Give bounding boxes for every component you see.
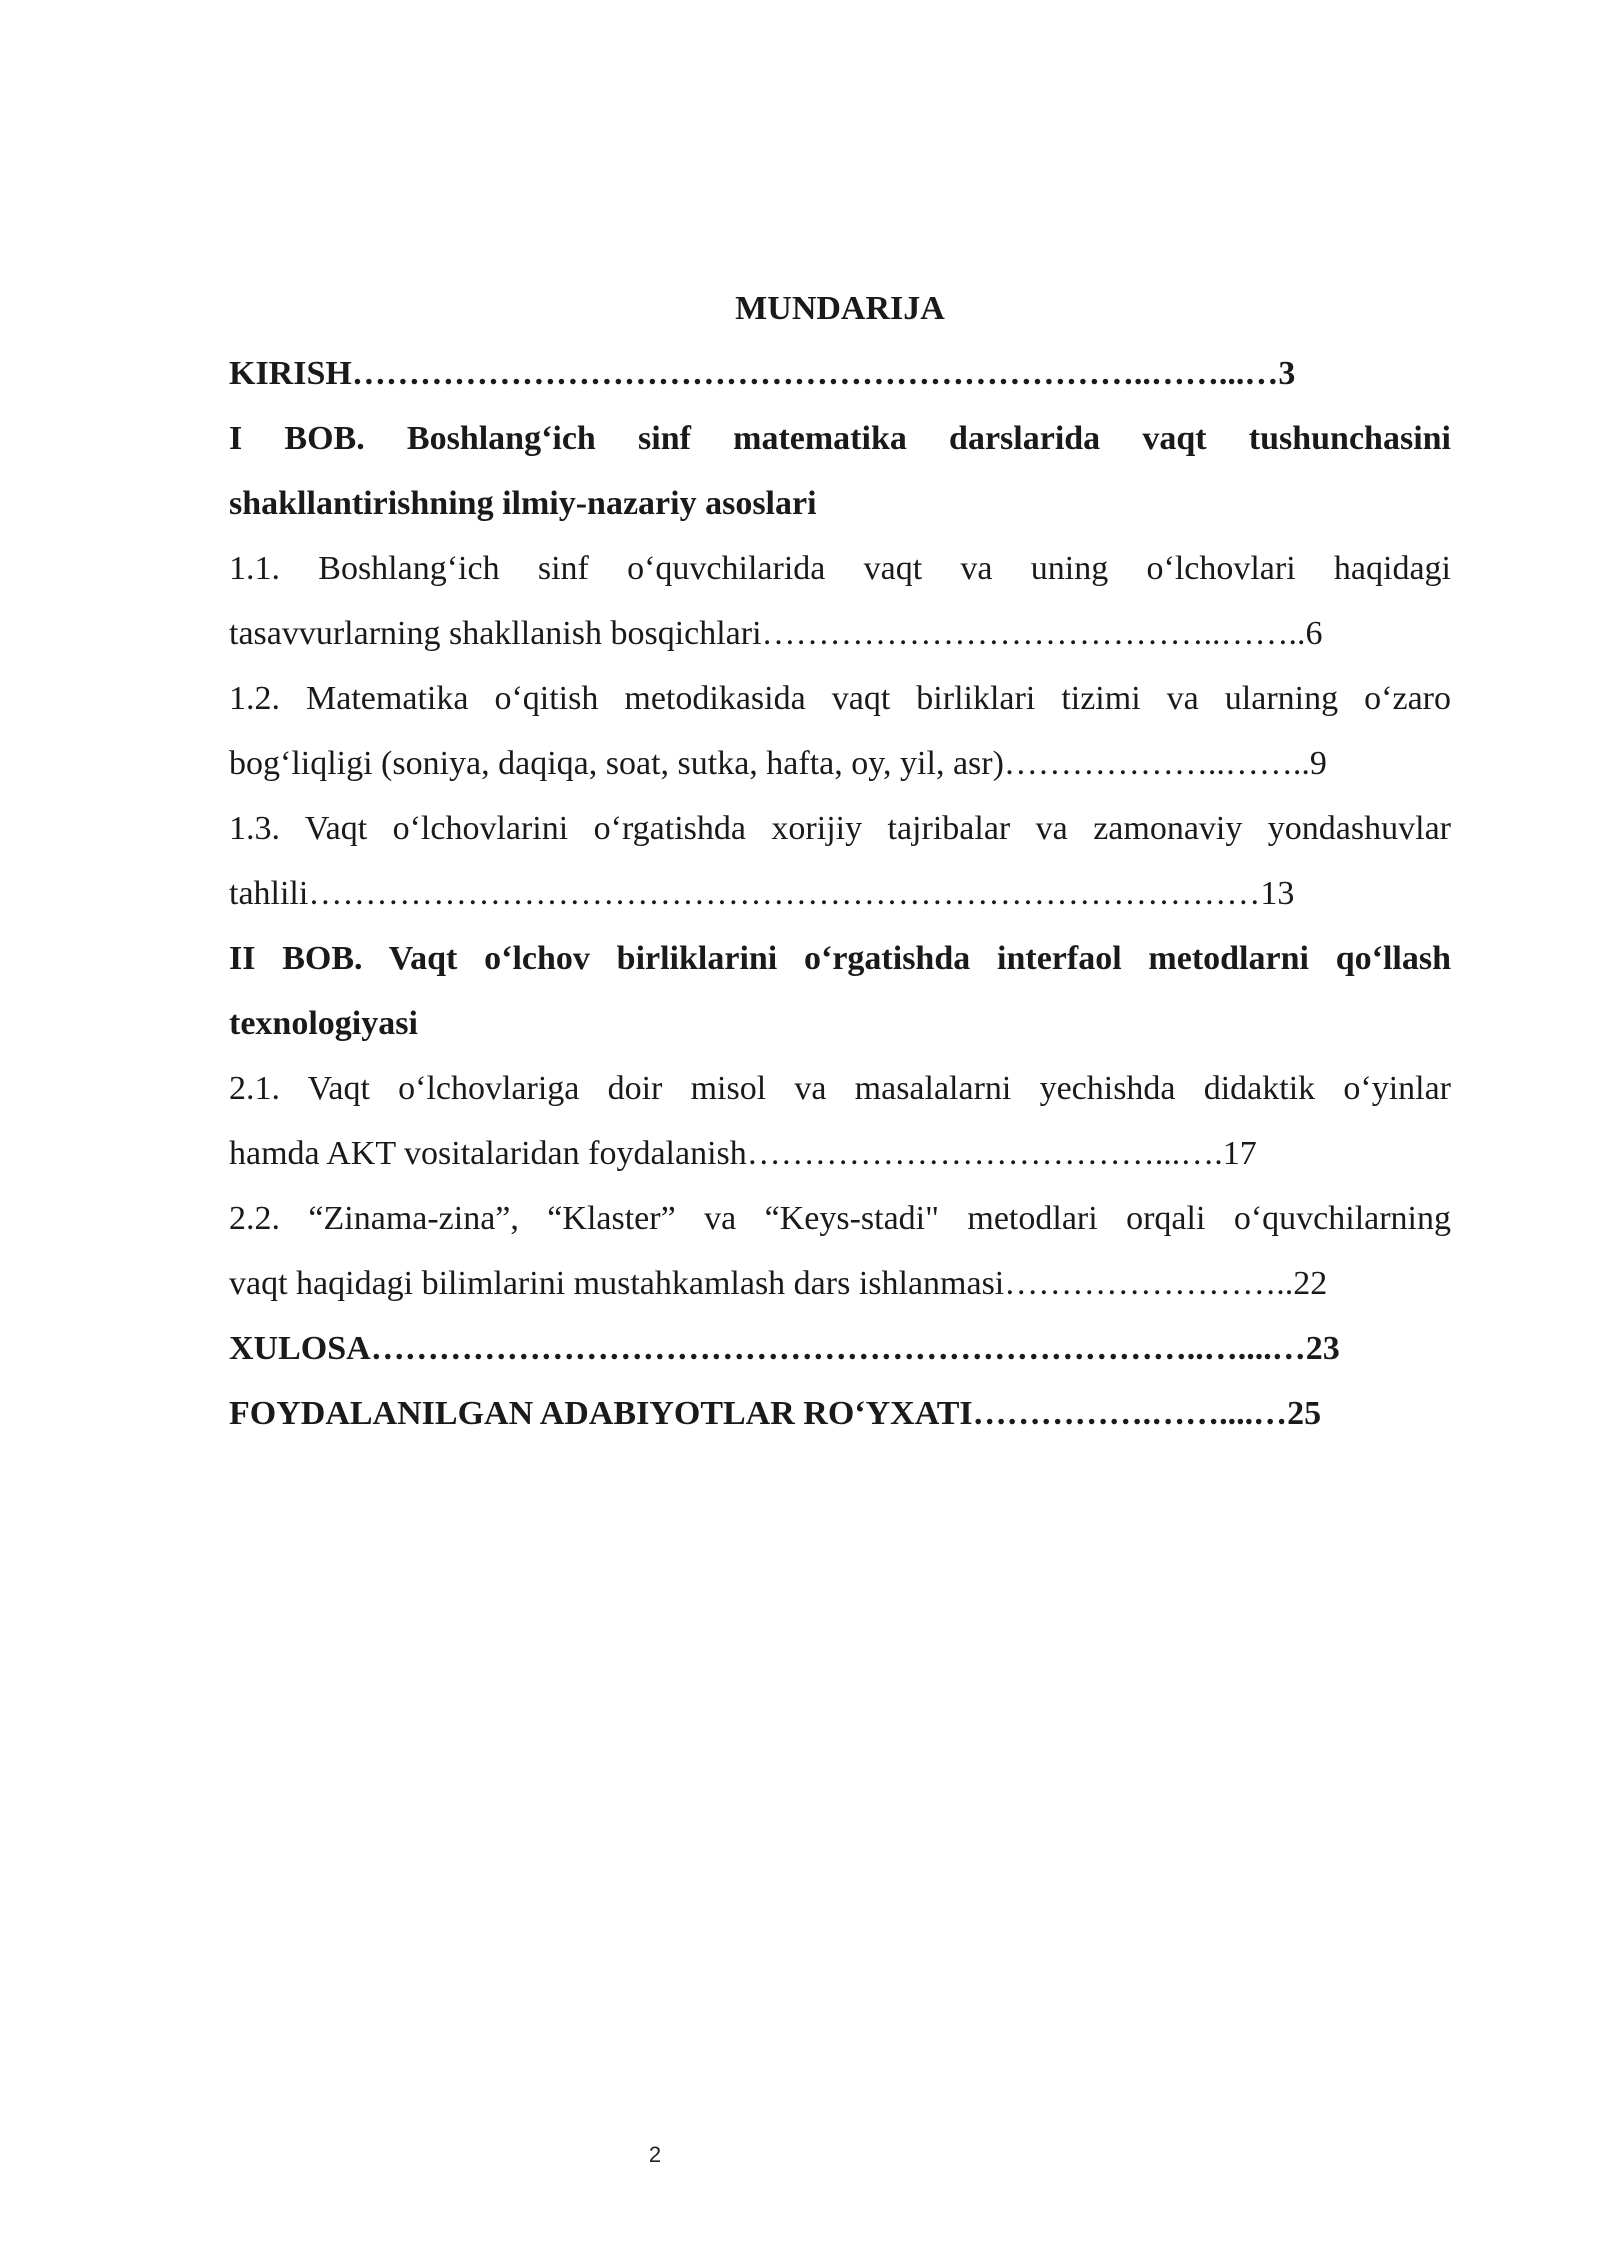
toc-section-2-1-line-2: hamda AKT vositalaridan foydalanish………………………………...….17 xyxy=(229,1135,1257,1172)
toc-chapter-2-heading-line-1: II BOB. Vaqt o‘lchov birliklarini o‘rgatishda interfaol metodlarni qo‘llash xyxy=(229,940,1451,977)
toc-section-1-1-line-1: 1.1. Boshlang‘ich sinf o‘quvchilarida vaqt va uning o‘lchovlari haqidagi xyxy=(229,550,1451,587)
page-number: 2 xyxy=(648,2142,662,2167)
toc-chapter-1-heading-line-1: I BOB. Boshlang‘ich sinf matematika darslarida vaqt tushunchasini xyxy=(229,420,1451,457)
table-of-contents xyxy=(229,276,1451,1446)
toc-section-2-2-line-1: 2.2. “Zinama-zina”, “Klaster” va “Keys-stadi" metodlari orqali o‘quvchilarning xyxy=(229,1200,1451,1237)
toc-section-1-1-line-2: tasavvurlarning shakllanish bosqichlari…………………………………..……..6 xyxy=(229,615,1323,652)
toc-section-2-2-line-2: vaqt haqidagi bilimlarini mustahkamlash dars ishlanmasi……………………..22 xyxy=(229,1265,1328,1302)
toc-entry-kirish: KIRISH……………………………………………………………..……...…3 xyxy=(229,355,1296,392)
toc-chapter-1-heading-line-2: shakllantirishning ilmiy-nazariy asoslari xyxy=(229,485,817,522)
toc-section-1-2-line-1: 1.2. Matematika o‘qitish metodikasida vaqt birliklari tizimi va ularning o‘zaro xyxy=(229,680,1451,717)
toc-section-1-3-line-2: tahlili…………………………………………………………………………13 xyxy=(229,875,1295,912)
toc-section-1-3-line-1: 1.3. Vaqt o‘lchovlarini o‘rgatishda xorijiy tajribalar va zamonaviy yondashuvlar xyxy=(229,810,1451,847)
toc-section-1-2-line-2: bog‘liqligi (soniya, daqiqa, soat, sutka, hafta, oy, yil, asr)………………..……..9 xyxy=(229,745,1327,782)
toc-section-2-1-line-1: 2.1. Vaqt o‘lchovlariga doir misol va masalalarni yechishda didaktik o‘yinlar xyxy=(229,1070,1451,1107)
toc-chapter-2-heading-line-2: texnologiyasi xyxy=(229,1005,418,1042)
toc-title: MUNDARIJA xyxy=(735,290,945,327)
toc-entry-xulosa: XULOSA………………………………………………………………..…....…23 xyxy=(229,1330,1340,1367)
toc-entry-adabiyotlar: FOYDALANILGAN ADABIYOTLAR RO‘YXATI…………….……....…25 xyxy=(229,1395,1322,1432)
